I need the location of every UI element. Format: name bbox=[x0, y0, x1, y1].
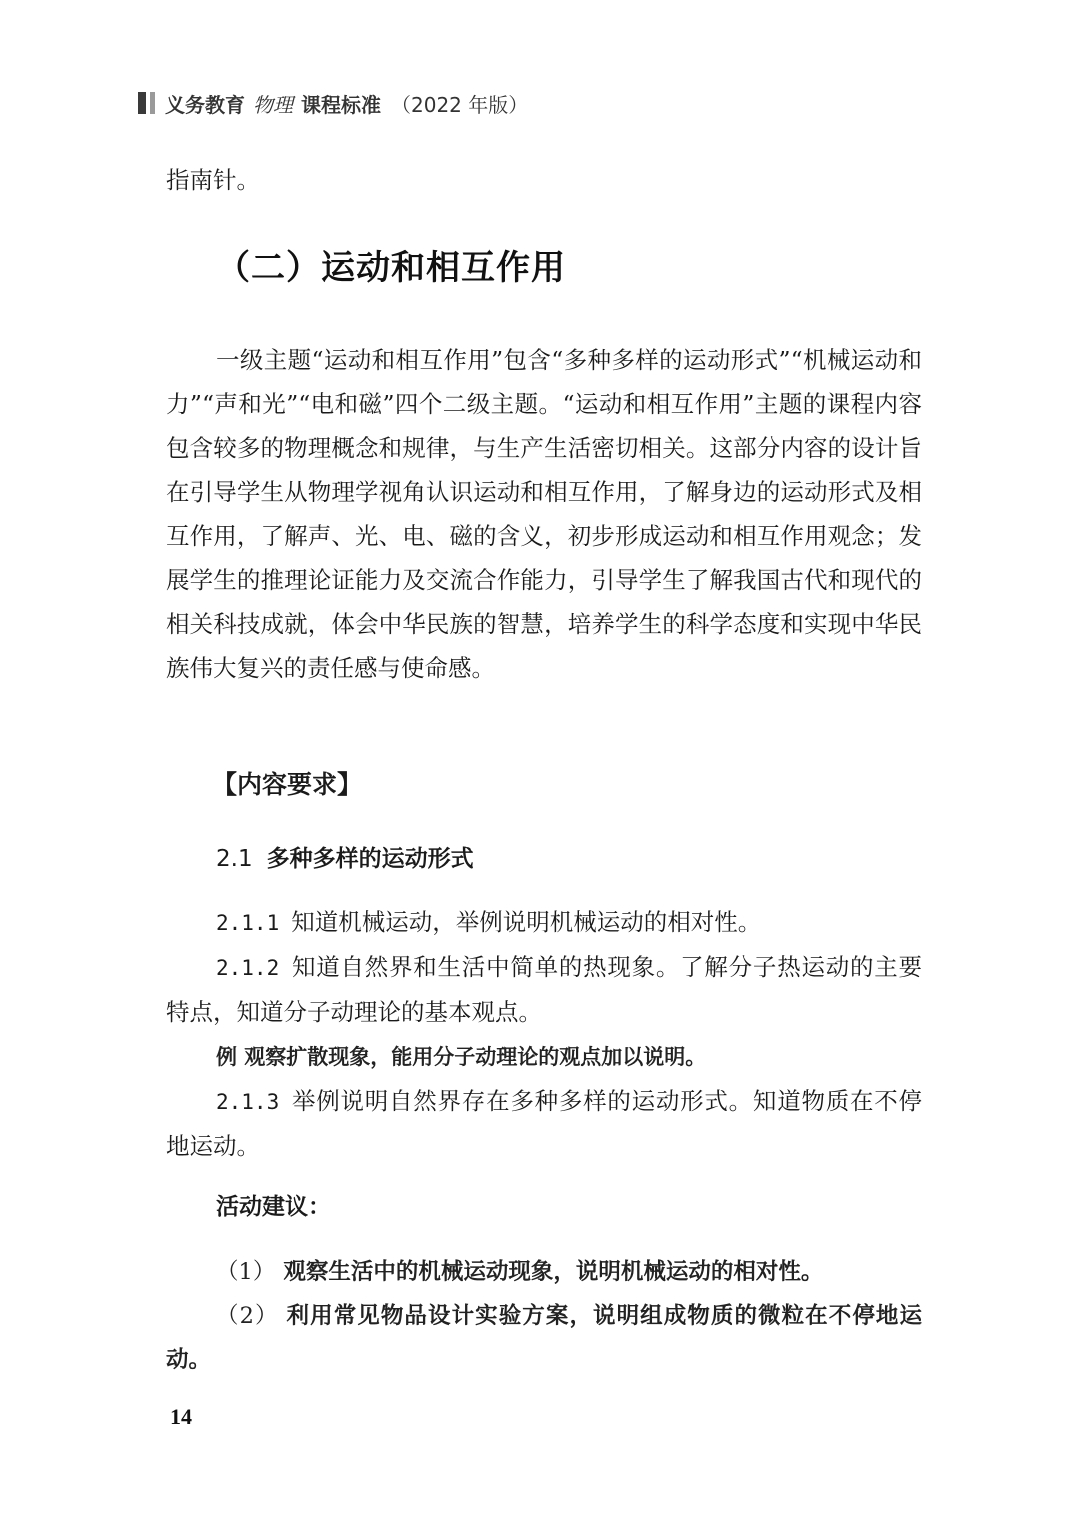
section-title: （二）运动和相互作用 bbox=[216, 248, 566, 288]
subsection-title: 多种多样的运动形式 bbox=[266, 846, 474, 872]
subsection-number: 2.1 bbox=[216, 846, 253, 872]
item-text: 知道机械运动，举例说明机械运动的相对性。 bbox=[291, 908, 762, 936]
requirements-heading: 【内容要求】 bbox=[212, 770, 363, 799]
lead-text: 指南针。 bbox=[166, 166, 260, 194]
item-text: 知道自然界和生活中简单的热现象。了解分子热运动的主要特点，知道分子动理论的基本观点。 bbox=[166, 953, 922, 1026]
item-number: 2.1.1 bbox=[216, 911, 280, 935]
intro-paragraph: 一级主题“运动和相互作用”包含“多种多样的运动形式”“机械运动和力”“声和光”“电和磁”四个二级主题。“运动和相互作用”主题的课程内容包含较多的物理概念和规律，与生产生活密切相关。这部分内容的设计旨在引导学生从物理学视角认识运动和相互作用，了解身边的运动形式及相互作用，了解声、光、电、磁的含义，初步形成运动和相互作用观念；发展学生的推理论证能力及交流合作能力，引导学生了解我国古代和现代的相关科技成就，体会中华民族的智慧，培养学生的科学态度和实现中华民族伟大复兴的责任感与使命感。 bbox=[166, 346, 922, 682]
activity-number: （2） bbox=[216, 1303, 279, 1329]
requirement-item bbox=[166, 945, 922, 1034]
header-standard: 课程标准 bbox=[301, 92, 381, 117]
activity-item bbox=[166, 1250, 922, 1294]
activity-list bbox=[166, 1250, 922, 1382]
requirement-item bbox=[166, 900, 922, 945]
header-edition: （2022 年版） bbox=[391, 92, 529, 117]
item-number: 2.1.3 bbox=[216, 1090, 280, 1114]
header-series: 义务教育 bbox=[165, 92, 245, 117]
activity-number: （1） bbox=[216, 1259, 276, 1285]
running-header bbox=[138, 88, 528, 118]
example-text: 例 观察扩散现象，能用分子动理论的观点加以说明。 bbox=[216, 1045, 707, 1069]
page-number: 14 bbox=[170, 1404, 192, 1429]
activity-text: 利用常见物品设计实验方案，说明组成物质的微粒在不停地运动。 bbox=[166, 1303, 922, 1373]
activity-item bbox=[166, 1294, 922, 1382]
requirement-item bbox=[166, 1079, 922, 1168]
header-bar-icon bbox=[138, 92, 155, 114]
requirement-items bbox=[166, 900, 922, 1168]
subsection-heading bbox=[216, 840, 474, 873]
example-line bbox=[166, 1034, 922, 1079]
activity-text: 观察生活中的机械运动现象，说明机械运动的相对性。 bbox=[283, 1259, 824, 1285]
item-number: 2.1.2 bbox=[216, 956, 280, 980]
header-subject: 物理 bbox=[253, 92, 293, 117]
activity-heading: 活动建议： bbox=[216, 1194, 331, 1220]
item-text: 举例说明自然界存在多种多样的运动形式。知道物质在不停地运动。 bbox=[166, 1087, 922, 1160]
